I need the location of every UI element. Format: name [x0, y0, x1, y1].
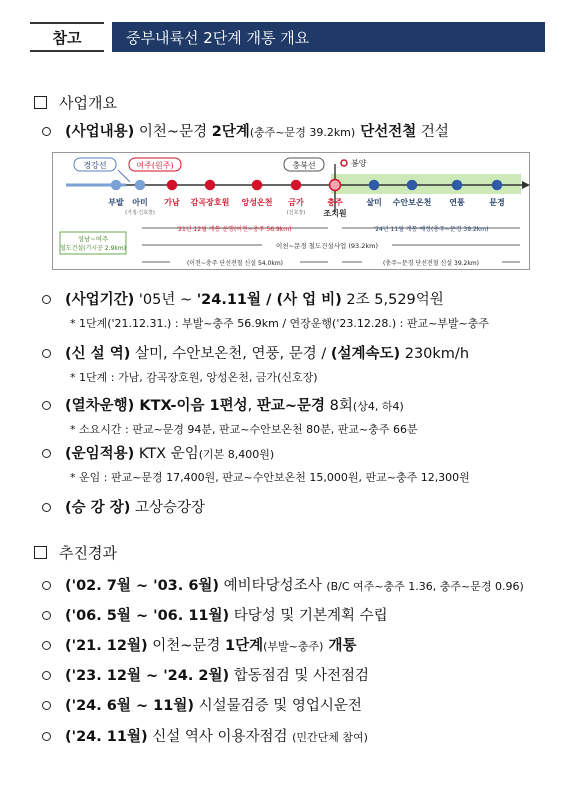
- left-a-label: (이천~충주 단선전철 신설 54.0km): [186, 260, 284, 267]
- square-bullet-icon: [34, 96, 47, 109]
- station-marker: [253, 181, 262, 190]
- whole-label: 이천~문경 철도건설사업 (93.2km): [275, 242, 379, 250]
- circle-bullet-icon: [42, 701, 51, 710]
- station-marker: [453, 181, 462, 190]
- station-label: 금가: [288, 198, 304, 207]
- route-map: [52, 152, 530, 270]
- progress-text: 시설물검증 및 영업시운전: [193, 698, 362, 714]
- progress-item: [42, 696, 560, 716]
- period-note: * 1단계('21.12.31.) : 부발~충주 56.9km / 연장운행('23.12.28.) : 판교~부발~충주: [70, 317, 490, 330]
- station-marker: [206, 181, 215, 190]
- circle-bullet-icon: [42, 671, 51, 680]
- seg1-label: '21년 12월 개통 운행(이천~충주 56.9km): [176, 226, 292, 233]
- item-text: 2조 5,529억원: [341, 292, 444, 308]
- station-marker: [136, 181, 145, 190]
- station-marker: [168, 181, 177, 190]
- progress-item: [42, 576, 560, 597]
- circle-bullet-icon: [42, 581, 51, 590]
- item-label: (승 강 장): [65, 500, 131, 516]
- station-sublabel: (신호장): [286, 210, 306, 216]
- station-marker: [493, 181, 502, 190]
- item-platform: [42, 498, 560, 518]
- progress-text: 예비타당성조사: [219, 578, 327, 594]
- progress-text: 타당성 및 기본계획 수립: [229, 608, 388, 624]
- progress-date: ('02. 7월 ~ '03. 6월): [65, 578, 220, 594]
- fare-note: * 운임 : 판교~문경 17,400원, 판교~수안보온천 15,000원, 판교~충주 12,300원: [70, 471, 470, 484]
- section-title: 사업개요: [59, 94, 117, 112]
- label-bongyang: 봉양: [351, 159, 367, 168]
- station-marker: [330, 180, 341, 191]
- item-bold: '24.11월: [196, 292, 262, 308]
- item-period: [42, 290, 560, 310]
- circle-bullet-icon: [42, 732, 51, 741]
- progress-date: ('24. 6월 ~ 11월): [65, 698, 194, 714]
- station-marker: [370, 181, 379, 190]
- progress-item: [42, 606, 560, 626]
- progress-text: 합동점검 및 사전점검: [229, 668, 370, 684]
- item-text: 고상승강장: [130, 500, 206, 516]
- badge-gyeonggang-label: 경강선: [83, 161, 107, 170]
- progress-date: ('24. 11월): [65, 729, 148, 745]
- item-small: (상4, 하4): [352, 400, 404, 413]
- progress-text: 신설 역사 이용자점검: [147, 729, 293, 745]
- progress-date: ('21. 12월): [65, 638, 148, 654]
- stations-note: * 1단계 : 가남, 감곡장호원, 앙성온천, 금가(신호장): [70, 371, 318, 384]
- progress-small: (민간단체 참여): [292, 731, 368, 744]
- item-label: (사업내용): [65, 124, 135, 140]
- header: [30, 22, 545, 54]
- item-label: (설계속도): [330, 346, 401, 362]
- item-label: (열차운행): [65, 398, 135, 414]
- circle-bullet-icon: [42, 295, 51, 304]
- progress-text: 이천~문경: [147, 638, 226, 654]
- side-line1: 성남~여주: [77, 235, 109, 243]
- item-bold: 판교~문경: [256, 398, 326, 414]
- station-sublabel: (가칭·신호장): [125, 210, 155, 216]
- progress-item: [42, 727, 560, 748]
- item-bold: KTX-이음 1편성: [134, 398, 248, 414]
- station-label: 충주: [327, 198, 343, 207]
- operation-note: * 소요시간 : 판교~문경 94분, 판교~수안보온천 80분, 판교~충주 66분: [70, 423, 418, 436]
- progress-bold: 1단계: [225, 638, 264, 654]
- seg2-label: '24년 11월 개통 예정(충주~문경 39.2km): [373, 226, 489, 233]
- station-label: 가남: [164, 198, 180, 207]
- side-line2: 철도건설(기시공 2.9km): [59, 245, 127, 252]
- station-label: 문경: [489, 198, 505, 207]
- progress-text-bold: 개통: [323, 638, 357, 654]
- circle-bullet-icon: [42, 401, 51, 410]
- progress-date: ('06. 5월 ~ '06. 11월): [65, 608, 230, 624]
- item-label: (운임적용): [65, 446, 135, 462]
- progress-small: (부발~충주): [263, 640, 324, 653]
- item-text: KTX 운임: [134, 446, 199, 462]
- item-bold: 2단계: [211, 124, 250, 140]
- station-marker: [112, 181, 121, 190]
- station-label: 수안보온천: [392, 198, 432, 207]
- badge-yeoju-label: 여주(원주): [136, 161, 174, 170]
- right-a-label: (충주~문경 단선전철 신설 39.2km): [382, 260, 480, 267]
- station-label: 살미: [366, 198, 382, 207]
- circle-bullet-icon: [42, 449, 51, 458]
- item-label: (신 설 역): [65, 346, 131, 362]
- section-overview: [34, 92, 117, 113]
- progress-item: [42, 666, 560, 686]
- progress-small: (B/C 여주~충주 1.36, 충주~문경 0.96): [326, 580, 524, 593]
- section-progress: [34, 542, 117, 563]
- item-small: (기본 8,400원): [198, 448, 275, 461]
- circle-bullet-icon: [42, 611, 51, 620]
- station-label: 감곡장호원: [190, 198, 230, 207]
- progress-date: ('23. 12월 ~ '24. 2월): [65, 668, 230, 684]
- section-title: 추진경과: [59, 544, 117, 562]
- item-text: 230km/h: [400, 346, 470, 362]
- item-overview: [42, 122, 560, 143]
- item-text: 살미, 수안보온천, 연풍, 문경 /: [130, 346, 331, 362]
- header-tag: 참고: [30, 22, 104, 52]
- item-operation: [42, 396, 560, 417]
- item-bold: 단선전철: [355, 124, 417, 140]
- square-bullet-icon: [34, 546, 47, 559]
- item-text: 건설: [416, 124, 449, 140]
- circle-bullet-icon: [42, 503, 51, 512]
- item-fare: [42, 444, 560, 465]
- station-label: 앙성온천: [241, 198, 273, 207]
- item-stations: [42, 344, 560, 364]
- station-label: 아미: [132, 198, 148, 207]
- item-small: (충주~문경 39.2km): [249, 126, 356, 139]
- station-label: 연풍: [449, 198, 465, 207]
- circle-bullet-icon: [42, 127, 51, 136]
- badge-chungbuk-label: 충북선: [292, 161, 316, 170]
- label-jowon: 조치원: [323, 209, 347, 218]
- item-label: (사업기간): [65, 292, 135, 308]
- circle-bullet-icon: [42, 349, 51, 358]
- item-label: (사 업 비): [276, 292, 342, 308]
- station-marker: [292, 181, 301, 190]
- item-sep: /: [261, 292, 277, 308]
- item-text: '05년 ~: [134, 292, 197, 308]
- station-label: 부발: [108, 198, 124, 207]
- header-title: 중부내륙선 2단계 개통 개요: [112, 22, 545, 52]
- progress-item: [42, 636, 560, 657]
- item-text: ,: [247, 398, 257, 414]
- item-text: 8회: [325, 398, 353, 414]
- item-text: 이천~문경: [134, 124, 212, 140]
- station-marker: [408, 181, 417, 190]
- circle-bullet-icon: [42, 641, 51, 650]
